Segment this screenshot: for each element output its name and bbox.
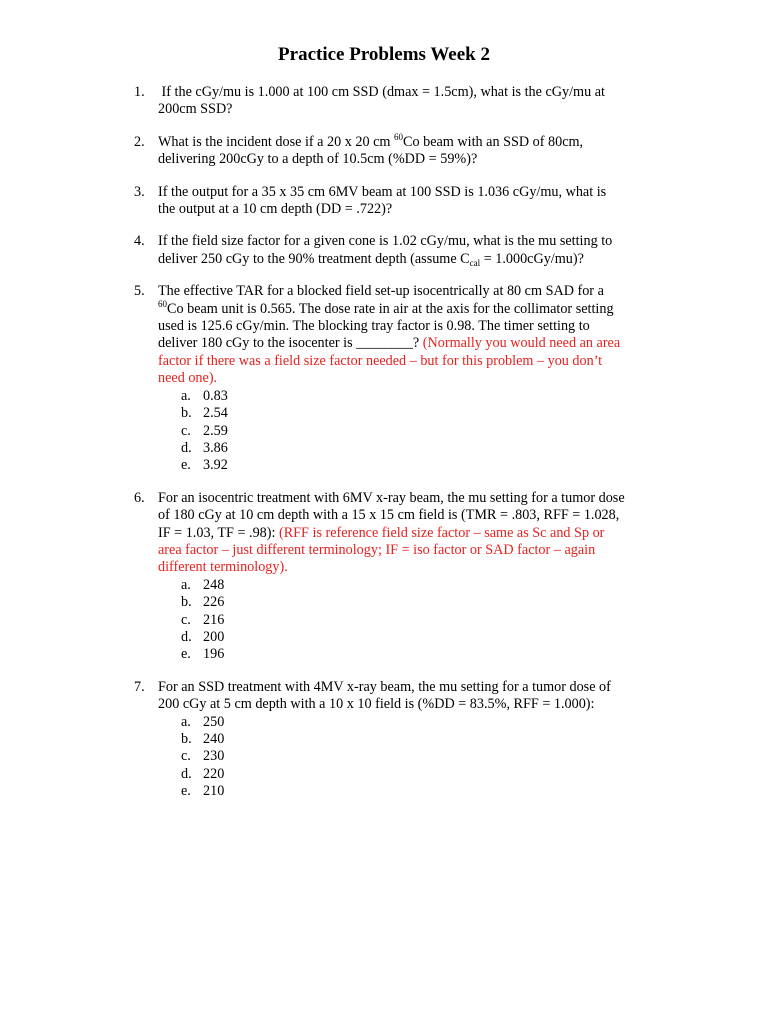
note-text: area factor – just different terminology; IF = iso factor or SAD factor – again [158,541,596,558]
choice-value: 250 [203,713,225,730]
choice-letter: b. [181,405,192,422]
choice-letter: d. [181,628,192,645]
choice-value: 3.92 [203,457,228,474]
problem-2 [0,131,768,169]
choice-letter: a. [181,387,191,404]
text-line: If the field size factor for a given cone is 1.02 cGy/mu, what is the mu setting to [158,233,613,250]
text-segment: IF = 1.03, TF = .98): [158,524,279,541]
choice-value: 196 [203,646,225,663]
answer-choice [181,594,768,611]
answer-choice [181,731,768,748]
text-line [158,525,658,542]
note-text: different terminology). [158,559,288,576]
text-segment: Co beam unit is 0.565. The dose rate in air at the axis for the collimator setting [167,300,614,317]
isotope-superscript: 60 [394,131,404,142]
text-segment: = 1.000cGy/mu)? [480,250,584,267]
problem-3 [0,184,768,219]
problem-number: 4. [134,233,145,250]
text-line [158,298,658,318]
answer-choice [181,783,768,800]
text-line [158,251,658,268]
answer-choice [181,388,768,405]
choice-value: 2.54 [203,405,228,422]
problem-6 [0,490,768,664]
text-line [158,335,658,352]
choice-letter: b. [181,731,192,747]
choice-value: 248 [203,576,225,593]
choice-value: 220 [203,765,225,782]
answer-choices [0,577,768,664]
text-line: For an SSD treatment with 4MV x-ray beam, the mu setting for a tumor dose of [158,678,611,695]
answer-choice [181,766,768,783]
problem-text [158,283,658,387]
text-line: used is 125.6 cGy/min. The blocking tray factor is 0.98. The timer setting to [158,318,590,335]
choice-value: 216 [203,611,225,628]
choice-letter: c. [181,748,191,765]
subscript: cal [469,257,481,268]
problem-number: 2. [134,133,145,150]
choice-letter: c. [181,422,191,439]
text-line: the output at a 10 cm depth (DD = .722)? [158,201,393,218]
answer-choice [181,457,768,474]
choice-value: 210 [203,783,225,800]
text-line: If the cGy/mu is 1.000 at 100 cm SSD (dmax = 1.5cm), what is the cGy/mu at [158,84,605,100]
answer-choice [181,405,768,422]
problem-text [158,679,658,714]
choice-letter: a. [181,576,191,593]
text-line: For an isocentric treatment with 6MV x-ray beam, the mu setting for a tumor dose [158,489,625,506]
choice-value: 3.86 [203,439,228,456]
problem-5 [0,283,768,474]
choice-letter: d. [181,765,192,782]
choice-value: 0.83 [203,387,228,404]
document-title: Practice Problems Week 2 [278,44,490,65]
problem-text [158,233,658,268]
problem-text [158,184,658,219]
note-text: (RFF is reference field size factor – same as Sc and Sp or [278,524,605,541]
text-segment: deliver 180 cGy to the isocenter is ________? [158,335,423,352]
problem-7 [0,679,768,801]
answer-choice [181,748,768,765]
text-segment: deliver 250 cGy to the 90% treatment depth (assume C [158,250,470,267]
choice-letter: c. [181,611,191,628]
text-line: 200cm SSD? [158,101,233,118]
text-line [158,131,658,151]
answer-choice [181,646,768,663]
problem-4 [0,233,768,268]
choice-value: 230 [203,748,225,765]
text-line: The effective TAR for a blocked field set-up isocentrically at 80 cm SAD for a [158,283,604,300]
choice-value: 2.59 [203,422,228,439]
text-segment: Co beam with an SSD of 80cm, [403,133,584,150]
choice-letter: b. [181,594,192,611]
choice-letter: e. [181,783,191,800]
text-line: of 180 cGy at 10 cm depth with a 15 x 15 cm field is (TMR = .803, RFF = 1.028, [158,507,620,524]
choice-letter: d. [181,439,192,456]
choice-value: 226 [203,594,225,611]
isotope-superscript: 60 [158,298,167,309]
text-line: 200 cGy at 5 cm depth with a 10 x 10 field is (%DD = 83.5%, RFF = 1.000): [158,696,595,713]
answer-choice [181,714,768,731]
problem-number: 6. [134,489,145,506]
problem-text [158,490,658,577]
problem-list [0,84,768,816]
problem-number: 7. [134,678,145,695]
answer-choice [181,629,768,646]
problem-text [158,131,658,169]
choice-letter: e. [181,646,191,663]
problem-text [158,84,658,119]
answer-choice [181,440,768,457]
text-line: If the output for a 35 x 35 cm 6MV beam at 100 SSD is 1.036 cGy/mu, what is [158,183,607,200]
answer-choice [181,612,768,629]
answer-choices [0,388,768,475]
choice-letter: a. [181,713,191,730]
choice-value: 200 [203,628,225,645]
problem-1 [0,84,768,119]
problem-number: 5. [134,283,145,300]
answer-choices [0,714,768,801]
text-line: delivering 200cGy to a depth of 10.5cm (%DD = 59%)? [158,151,478,168]
text-segment: What is the incident dose if a 20 x 20 cm [158,133,395,150]
note-text: (Normally you would need an area [422,335,621,352]
problem-number: 1. [134,84,145,100]
problem-number: 3. [134,183,145,200]
note-text: need one). [158,370,218,387]
choice-value: 240 [203,731,225,747]
choice-letter: e. [181,457,191,474]
answer-choice [181,577,768,594]
note-text: factor if there was a field size factor needed – but for this problem – you don’t [158,352,603,369]
answer-choice [181,423,768,440]
